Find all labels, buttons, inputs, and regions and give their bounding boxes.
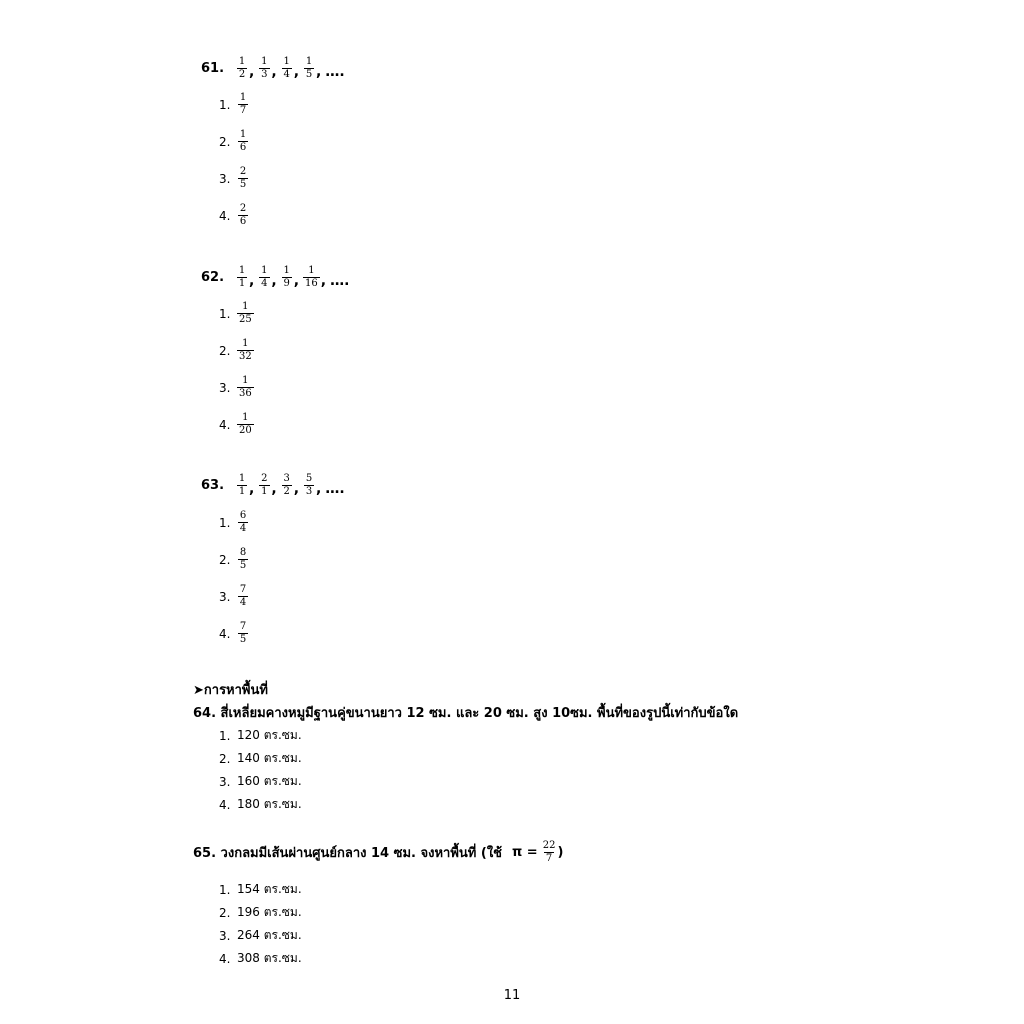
question-65: [193, 840, 563, 865]
question-64-text: 64. สี่เหลี่ยมคางหมูมีฐานคู่ขนานยาว 12 ซม. และ 20 ซม. สูง 10ซม. พื้นที่ของรูปนี้เท่ากับข้อใด: [193, 706, 739, 721]
option[interactable]: 4. $\frac{1}{20}$: [219, 412, 252, 436]
option[interactable]: 3. 160 ตร.ซม.: [219, 774, 302, 789]
option[interactable]: 1. $\frac{1}{7}$: [219, 92, 247, 116]
question-number: 63.: [201, 478, 225, 493]
option[interactable]: 2. $\frac{8}{5}$: [219, 547, 247, 571]
fraction: $\frac{1}{1}$: [238, 473, 246, 497]
question-65-text: 65. วงกลมมีเส้นผ่านศูนย์กลาง 14 ซม. จงหาพื้นที่ (ใช้: [193, 846, 502, 861]
fraction: $\frac{1}{3}$: [261, 56, 268, 80]
fraction: $\frac{5}{3}$: [305, 473, 313, 497]
option[interactable]: 2. 140 ตร.ซม.: [219, 751, 302, 766]
option[interactable]: 4. $\frac{7}{5}$: [219, 621, 247, 645]
question-number: 62.: [201, 270, 225, 285]
sequence: $\frac{1}{1}$ , $\frac{1}{4}$ , $\frac{1}{9}$ , $\frac{1}{16}$ , ….: [236, 265, 349, 290]
ellipsis: ….: [330, 272, 350, 289]
fraction: $\frac{1}{2}$: [238, 56, 246, 80]
fraction: $\frac{3}{2}$: [283, 473, 290, 497]
option[interactable]: 3. $\frac{7}{4}$: [219, 584, 247, 608]
fraction: $\frac{1}{4}$: [261, 265, 268, 289]
fraction: $\frac{2}{1}$: [261, 473, 268, 497]
question-63: [201, 473, 345, 498]
option[interactable]: 4. $\frac{2}{6}$: [219, 203, 247, 227]
option[interactable]: 2. 196 ตร.ซม.: [219, 905, 302, 920]
pi-fraction: $\frac{22}{7}$: [542, 840, 556, 864]
question-number: 61.: [201, 61, 225, 76]
question-61: [201, 56, 345, 81]
fraction: $\frac{1}{9}$: [283, 265, 290, 289]
option[interactable]: 4. 308 ตร.ซม.: [219, 951, 302, 966]
page-number: 11: [503, 988, 521, 1003]
option[interactable]: 1. $\frac{1}{25}$: [219, 301, 252, 325]
fraction: $\frac{1}{5}$: [305, 56, 313, 80]
pi-symbol: π =: [512, 845, 538, 860]
option[interactable]: 3. $\frac{2}{5}$: [219, 166, 247, 190]
ellipsis: ….: [325, 480, 345, 497]
option[interactable]: 1. $\frac{6}{4}$: [219, 510, 247, 534]
fraction: $\frac{1}{4}$: [283, 56, 290, 80]
close-paren: ): [557, 845, 564, 860]
option[interactable]: 4. 180 ตร.ซม.: [219, 797, 302, 812]
sequence: $\frac{1}{1}$ , $\frac{2}{1}$ , $\frac{3}{2}$ , $\frac{5}{3}$ , ….: [236, 473, 345, 498]
option[interactable]: 1. 154 ตร.ซม.: [219, 882, 302, 897]
option[interactable]: 2. $\frac{1}{6}$: [219, 129, 247, 153]
option[interactable]: 3. $\frac{1}{36}$: [219, 375, 252, 399]
option[interactable]: 2. $\frac{1}{32}$: [219, 338, 252, 362]
option[interactable]: 3. 264 ตร.ซม.: [219, 928, 302, 943]
fraction: $\frac{1}{1}$: [238, 265, 246, 289]
ellipsis: ….: [325, 63, 345, 80]
option[interactable]: 1. 120 ตร.ซม.: [219, 728, 302, 743]
section-heading: ➤การหาพื้นที่: [193, 683, 268, 698]
question-62: [201, 265, 349, 290]
fraction: $\frac{1}{16}$: [305, 265, 318, 289]
sequence: $\frac{1}{2}$ , $\frac{1}{3}$ , $\frac{1}{4}$ , $\frac{1}{5}$ , ….: [236, 56, 345, 81]
